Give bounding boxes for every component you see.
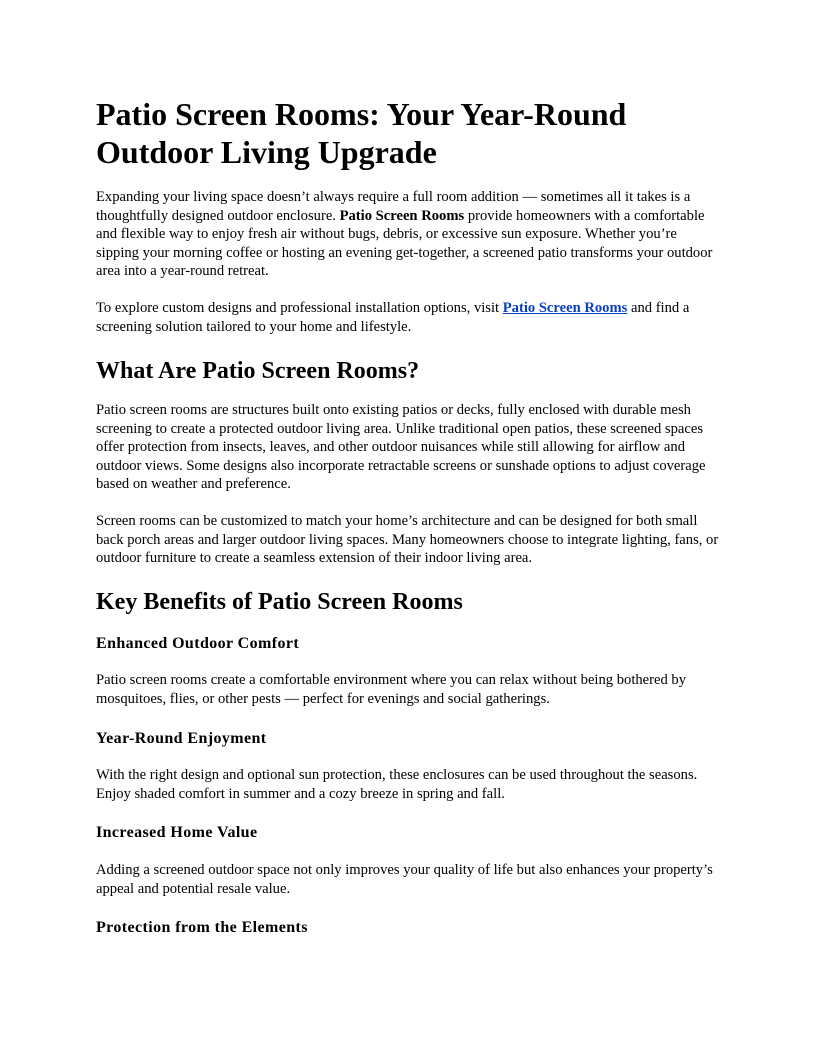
- explore-text-start: To explore custom designs and professional installation options, visit: [96, 300, 503, 316]
- intro-text-end: provide homeowners with a comfortable and flexible way to enjoy fresh air without bugs, debris, or excessive sun exposure. Whether you’re sipping your morning coffee or hosting an evening get-together, a screened patio transforms your outdoor area into a year-round retreat.: [96, 207, 713, 280]
- patio-screen-rooms-link[interactable]: Patio Screen Rooms: [502, 300, 628, 316]
- benefits-heading: Key Benefits of Patio Screen Rooms: [96, 589, 463, 615]
- benefit-text-year-round: With the right design and optional sun protection, these enclosures can be used throughout the seasons. Enjoy shaded comfort in summer and a cozy breeze in spring and fall.: [96, 767, 698, 802]
- benefit-title-elements: Protection from the Elements: [96, 919, 308, 936]
- what-are-paragraph-1: Patio screen rooms are structures built onto existing patios or decks, fully enclosed with durable mesh screening to create a protected outdoor living area. Unlike traditional open patios, these screened spaces offer protection from insects, leaves, and other outdoor nuisances while still allowing for airflow and outdoor views. Some designs also incorporate retractable screens or sunshade options to adjust coverage based on weather and preference.: [96, 402, 706, 493]
- benefit-text-home-value: Adding a screened outdoor space not only improves your quality of life but also enhances your property’s appeal and potential resale value.: [96, 862, 713, 897]
- intro-text-start: Expanding your living space doesn’t always require a full room addition — sometimes all it takes is a thoughtfully designed outdoor enclosure.: [96, 189, 691, 224]
- article-title: Patio Screen Rooms: Your Year-Round Outdoor Living Upgrade: [96, 96, 627, 170]
- benefit-text-comfort: Patio screen rooms create a comfortable environment where you can relax without being bothered by mosquitoes, flies, or other pests — perfect for evenings and social gatherings.: [96, 672, 687, 707]
- explore-text-end: and find a screening solution tailored to your home and lifestyle.: [96, 300, 690, 335]
- explore-paragraph: [96, 299, 722, 336]
- benefit-title-year-round: Year-Round Enjoyment: [96, 730, 267, 747]
- benefit-title-home-value: Increased Home Value: [96, 824, 258, 841]
- intro-bold-keyword: Patio Screen Rooms: [339, 207, 465, 224]
- what-are-paragraph-2: Screen rooms can be customized to match your home’s architecture and can be designed for both small back porch areas and larger outdoor living spaces. Many homeowners choose to integrate lighting, fans, or outdoor furniture to create a seamless extension of their indoor living area.: [96, 513, 719, 567]
- benefit-title-comfort: Enhanced Outdoor Comfort: [96, 635, 300, 652]
- what-are-heading: What Are Patio Screen Rooms?: [96, 358, 420, 384]
- intro-paragraph: [96, 188, 722, 281]
